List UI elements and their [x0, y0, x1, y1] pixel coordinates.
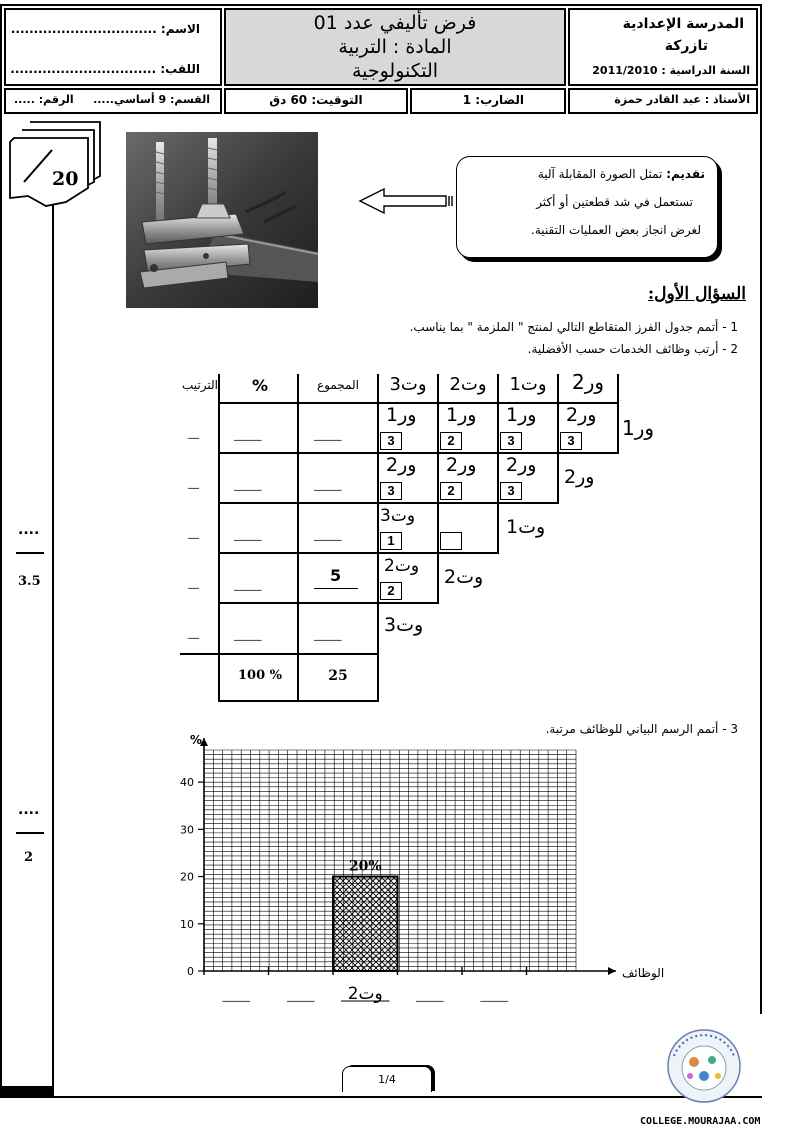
intro-text-line2: تستعمل في شد قطعتين أو أكثر	[536, 195, 693, 209]
percent-blank-2: _____	[234, 478, 262, 491]
header-total: المجموع	[317, 378, 359, 392]
exam-title-box	[224, 8, 566, 86]
header-percent: %	[251, 376, 269, 395]
school-town: تازركة	[664, 38, 708, 54]
percent-blank-3: _____	[234, 528, 262, 541]
page-number-box	[342, 1066, 432, 1092]
class-info-box	[4, 88, 222, 114]
header-c1: وت1	[509, 374, 547, 395]
bar	[333, 877, 398, 971]
percent-blank-1: _____	[234, 428, 262, 441]
question1-title: السؤال الأول:	[647, 284, 746, 304]
q2-score-points: 2	[24, 850, 34, 865]
x-category-label: _____	[416, 989, 444, 1002]
percent-blank-5: _____	[234, 628, 262, 641]
total-underline-4	[314, 588, 358, 589]
header-c3: وت3	[389, 374, 427, 395]
stair-v-4	[617, 374, 619, 454]
question1-item3: 3 - أتمم الرسم البياني للوظائف مرتبة.	[545, 722, 738, 736]
x-axis-label: الوظائف	[622, 966, 665, 980]
r2c1-label: ور2	[506, 454, 537, 476]
page-border-bottom	[0, 1096, 762, 1098]
y-axis-label: %	[190, 733, 203, 747]
intro-label: تقديم:	[666, 167, 705, 181]
q1-score-line	[16, 552, 44, 554]
y-tick-label: 10	[180, 917, 194, 931]
r3c3-score: 1	[380, 532, 402, 550]
row-label-1: ور1	[622, 416, 655, 440]
total-blank-1: _____	[314, 428, 342, 441]
teacher-label: الأستاذ : عبد القادر حمزة	[614, 93, 750, 106]
row-label-2: ور2	[564, 466, 595, 488]
total-blank-2: _____	[314, 478, 342, 491]
r1c2-score: 2	[440, 432, 462, 450]
y-tick-label: 30	[180, 823, 194, 837]
intro-text-1: تمثل الصورة المقابلة آلية	[537, 167, 663, 181]
r2c2-label: ور2	[446, 454, 477, 476]
left-arrow-icon	[358, 186, 456, 216]
header-c0: ور2	[571, 370, 605, 394]
r1c1-label: ور1	[506, 404, 537, 426]
r2c3-score: 3	[380, 482, 402, 500]
clamp-photo	[126, 132, 318, 308]
school-year: السنة الدراسية : 2011/2010	[592, 64, 750, 77]
x-category-label: _____	[287, 989, 315, 1002]
total-blank-5: _____	[314, 628, 342, 641]
coefficient-label: الضارب: 1	[462, 93, 524, 107]
teacher-box	[568, 88, 758, 114]
r2c1-score: 3	[500, 482, 522, 500]
q1-score-points: 3.5	[18, 574, 41, 589]
x-category-label: وت2	[347, 984, 383, 1004]
r1c3-label: ور1	[386, 404, 417, 426]
r3c2-score-empty	[440, 532, 462, 550]
footer-total: 25	[328, 668, 348, 684]
exam-title-line3: التكنولوجية	[351, 60, 439, 82]
bar-data-label: 20%	[348, 858, 382, 875]
number-label: الرقم: .....	[14, 93, 74, 106]
r2c3-label: ور2	[386, 454, 417, 476]
total-blank-3: _____	[314, 528, 342, 541]
score-column-line	[52, 190, 54, 1096]
duration-label: التوقيت: 60 دق	[269, 93, 363, 107]
r3c3-label: وت3	[380, 506, 416, 526]
rank-blank-3: __	[188, 526, 199, 539]
site-url[interactable]: COLLEGE.MOURAJAA.COM	[640, 1116, 761, 1127]
score-bottom-bar	[2, 1086, 54, 1096]
row-sep-2	[218, 502, 558, 504]
duration-box	[224, 88, 408, 114]
stair-v-1	[437, 374, 439, 604]
school-info-box	[568, 8, 758, 86]
school-name: المدرسة الإعدادية	[622, 16, 744, 32]
rank-blank-5: __	[188, 626, 199, 639]
table-hline-sum	[180, 653, 378, 655]
q2-score-dots: ....	[18, 802, 40, 818]
r1c1-score: 3	[500, 432, 522, 450]
row-sep-3	[218, 552, 498, 554]
row-label-4: وت2	[444, 566, 484, 588]
header-rank: الترتيب	[182, 378, 218, 392]
stair-v-3	[557, 374, 559, 504]
x-category-label: _____	[480, 989, 508, 1002]
intro-box	[456, 156, 718, 258]
rank-blank-1: __	[188, 426, 199, 439]
intro-text-line1	[538, 167, 705, 181]
table-hline-bottom	[218, 700, 378, 702]
q1-score-dots: ....	[18, 522, 40, 538]
page-border-right	[760, 4, 762, 1014]
exam-title-line1: فرض تأليفي عدد 01	[313, 12, 477, 34]
r1c0-score: 3	[560, 432, 582, 450]
surname-label: اللقب: ................................	[10, 62, 200, 76]
exam-title-line2: المادة : التربية	[338, 36, 452, 58]
header-c2: وت2	[449, 374, 487, 395]
y-tick-label: 40	[180, 776, 194, 790]
total-value-4: 5	[330, 566, 342, 585]
score-total: 20	[52, 168, 79, 190]
r4c3-label: وت2	[384, 556, 420, 576]
r1c0-label: ور2	[566, 404, 597, 426]
percent-blank-4: _____	[234, 578, 262, 591]
footer-percent: 100 %	[237, 668, 282, 683]
class-label: القسم: 9 أساسي.....	[93, 93, 210, 106]
question1-item1: 1 - أتمم جدول الفرز المتقاطع التالي لمنتج " الملزمة " بما يناسب.	[409, 320, 738, 334]
y-tick-label: 20	[180, 870, 194, 884]
intro-text-line3: لغرض انجاز بعض العمليات التقنية.	[531, 223, 701, 237]
row-label-3: وت1	[506, 516, 546, 538]
name-label: الاسم: ................................	[10, 22, 200, 36]
functions-bar-chart	[160, 733, 665, 1010]
page-border-top	[0, 4, 762, 6]
x-category-label: _____	[222, 989, 250, 1002]
score-badge	[2, 118, 102, 214]
page-number: 1/4	[378, 1073, 396, 1086]
site-logo	[664, 1026, 744, 1106]
r2c2-score: 2	[440, 482, 462, 500]
rank-blank-4: __	[188, 576, 199, 589]
q2-score-line	[16, 832, 44, 834]
rank-blank-2: __	[188, 476, 199, 489]
stair-v-2	[497, 374, 499, 554]
r1c3-score: 3	[380, 432, 402, 450]
y-tick-label: 0	[187, 965, 194, 978]
student-info-box	[4, 8, 222, 86]
question1-item2: 2 - أرتب وظائف الخدمات حسب الأفضلية.	[527, 342, 738, 356]
row-sep-4	[218, 602, 438, 604]
row-label-5: وت3	[384, 614, 424, 636]
r4c3-score: 2	[380, 582, 402, 600]
x-axis-arrow	[608, 967, 616, 975]
r1c2-label: ور1	[446, 404, 477, 426]
coefficient-box	[410, 88, 566, 114]
